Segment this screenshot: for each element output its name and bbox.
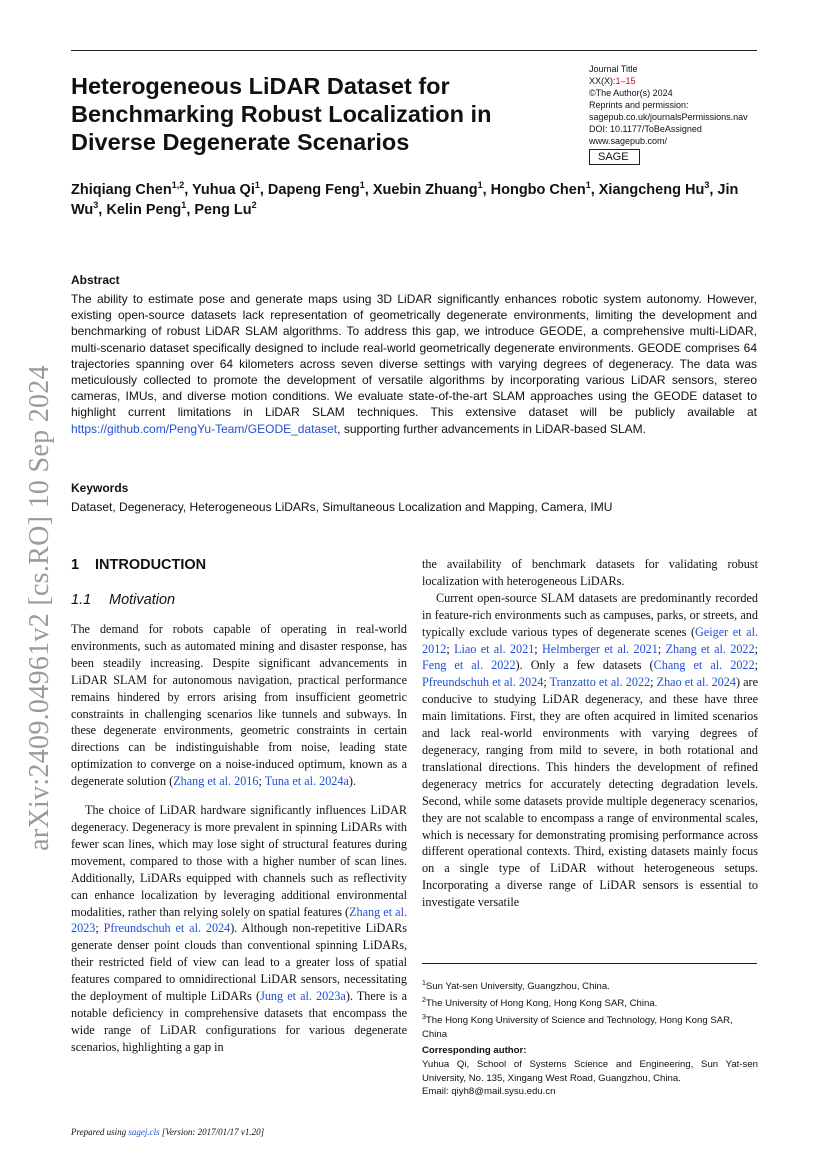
paragraph-text: ; bbox=[657, 641, 666, 656]
citation-link[interactable]: Liao et al. 2021 bbox=[454, 641, 535, 656]
keywords-text: Dataset, Degeneracy, Heterogeneous LiDARs, Simultaneous Localization and Mapping, Camera, IMU bbox=[71, 500, 613, 514]
journal-name: Journal Title bbox=[589, 64, 638, 74]
author-affiliation-mark: 2 bbox=[251, 200, 257, 211]
author-name: Jin Wu bbox=[71, 182, 739, 218]
paragraph-text: ; bbox=[543, 675, 550, 690]
citation-link[interactable]: Helmberger et al. 2021 bbox=[541, 641, 658, 656]
abstract-label: Abstract bbox=[71, 273, 120, 287]
journal-info bbox=[589, 63, 789, 165]
author-affiliation-mark: 1,2 bbox=[171, 180, 185, 191]
citation-link[interactable]: Pfreundschuh et al. 2024 bbox=[422, 675, 544, 690]
author-name: Xiangcheng Hu bbox=[598, 182, 705, 198]
paragraph-text: ). Although non-repetitive LiDARs generate denser point clouds than conventional spinning LiDARs, their restricted field of view can lead to a greater loss of spatial features compared to omnidirectional LiDAR sensors, necessitating the deployment of multiple LiDARs ( bbox=[71, 921, 407, 1004]
footnote-item: $^1$Sun Yat-sen University, Guangzhou, China. bbox=[422, 980, 610, 993]
paragraph-text: ; bbox=[534, 641, 542, 656]
doi: DOI: 10.1177/ToBeAssigned bbox=[589, 124, 702, 134]
body-paragraph bbox=[71, 621, 407, 790]
paragraph-text: The choice of LiDAR hardware significantly influences LiDAR degeneracy. Degeneracy is more prevalent in spinning LiDARs with fewer scan lines, which may lose sight of structural features during movement, compared to those with a higher number of scan lines. Additionally, LiDARs equipped with channels such as reflectivity can enhance localization by leveraging additional environmental modalities, rather than relying solely on spatial features ( bbox=[71, 803, 407, 919]
copyright: ©The Author(s) 2024 bbox=[589, 88, 673, 98]
sage-logo: SAGE bbox=[589, 149, 640, 165]
citation-link[interactable]: Chang et al. 2022 bbox=[653, 658, 755, 673]
author-affiliation-mark: 1 bbox=[359, 180, 365, 191]
header-rule bbox=[71, 50, 757, 51]
left-column bbox=[71, 556, 407, 1056]
keywords-label: Keywords bbox=[71, 481, 129, 495]
corresponding-label: Corresponding author: bbox=[422, 1045, 527, 1056]
body-paragraph bbox=[422, 556, 758, 590]
footnote-rule bbox=[422, 963, 757, 964]
footnote-item: $^3$The Hong Kong University of Science and Technology, Hong Kong SAR, China bbox=[422, 1013, 733, 1040]
author-name: Xuebin Zhuang bbox=[372, 182, 478, 198]
author-name: Hongbo Chen bbox=[490, 182, 586, 198]
paragraph-text: ; bbox=[258, 774, 265, 789]
citation-link[interactable]: Tranzatto et al. 2022 bbox=[549, 675, 651, 690]
citation-link[interactable]: Pfreundschuh et al. 2024 bbox=[103, 921, 231, 936]
citation-link[interactable]: Feng et al. 2022 bbox=[422, 658, 516, 673]
paragraph-text: ; bbox=[754, 641, 758, 656]
corresponding-address: Yuhua Qi, School of Systems Science and Engineering, Sun Yat-sen University, No. 135, Xingang West Road, Guangzhou, China. bbox=[422, 1058, 758, 1084]
citation-link[interactable]: Zhang et al. 2023 bbox=[71, 904, 407, 936]
author-affiliation-mark: 1 bbox=[477, 180, 483, 191]
author-name: Yuhua Qi bbox=[192, 182, 255, 198]
paragraph-text: ; bbox=[754, 658, 758, 673]
author-affiliation-mark: 1 bbox=[254, 180, 260, 191]
paragraph-text: ; bbox=[95, 921, 104, 936]
citation-link[interactable]: Zhang et al. 2016 bbox=[173, 774, 259, 789]
paragraph-text: ). There is a notable deficiency in comprehensive datasets that encompass the wide range of LiDAR configurations for various degenerate scenarios, highlighting a gap in bbox=[71, 989, 407, 1054]
permissions-url: sagepub.co.uk/journalsPermissions.nav bbox=[589, 112, 748, 122]
author-affiliation-mark: 3 bbox=[704, 180, 710, 191]
arxiv-stamp bbox=[20, 365, 60, 850]
author-name: Peng Lu bbox=[194, 202, 252, 218]
keywords-section bbox=[71, 481, 757, 515]
page-range: 1–15 bbox=[615, 76, 636, 86]
section-heading: 1 INTRODUCTION bbox=[71, 557, 207, 573]
paragraph-text: the availability of benchmark datasets for validating robust localization with heterogeneous LiDARs. bbox=[422, 557, 758, 588]
right-column bbox=[422, 556, 758, 911]
body-paragraph bbox=[71, 802, 407, 1056]
author-affiliation-mark: 1 bbox=[585, 180, 591, 191]
paragraph-text: ). Only a few datasets ( bbox=[515, 658, 654, 673]
abstract-text: The ability to estimate pose and generate maps using 3D LiDAR significantly enhances robotic system autonomy. However, existing open-source datasets lack representation of geometrically degenerate environments, limiting the development and benchmarking of robust LiDAR SLAM algorithms. To address this gap, we introduce GEODE, a comprehensive multi-LiDAR, multi-scenario dataset specifically designed to include real-world geometrically degenerate environments. GEODE comprises 64 trajectories spanning over 64 kilometers across seven diverse settings with varying degrees of degeneracy. The data was meticulously collected to promote the development of versatile algorithms by incorporating various LiDAR sensors, stereo cameras, IMUs, and diverse motion conditions. We evaluate state-of-the-art SLAM approaches using the GEODE dataset to highlight current limitations in LiDAR SLAM techniques. This extensive dataset will be publicly available at https://github.com/PengYu-Team/GEODE_dataset, supporting further advancements in LiDAR-based SLAM. bbox=[71, 292, 757, 436]
author-name: Zhiqiang Chen bbox=[71, 182, 172, 198]
citation-link[interactable]: Tuna et al. 2024a bbox=[264, 774, 349, 789]
paragraph-text: ; bbox=[650, 675, 657, 690]
citation-link[interactable]: Zhang et al. 2022 bbox=[665, 641, 755, 656]
subsection-heading: 1.1 Motivation bbox=[71, 592, 176, 608]
paragraph-text: ) are conducive to studying LiDAR degeneracy, and these have three main limitations. First, they are often acquired in limited scenarios and lack real-world environments with varying degrees of degeneracy, ranging from mild to severe, in both rotational and translational directions. This hinders the development of refined degeneracy metrics for accurately detecting degradation levels. Second, while some datasets provide multiple degeneracy scenarios, they are not scalable to encompass a range of environmental scales, which is necessary for demonstrating promising performance across different operational contexts. Third, existing datasets mainly focus on a single type of LiDAR without heterogeneous setups. Incorporating a diverse range of LiDAR sensors is essential to investigate versatile bbox=[422, 675, 758, 910]
corresponding-author bbox=[422, 1044, 758, 1099]
paragraph-text: ). bbox=[348, 774, 357, 789]
citation-link[interactable]: Zhao et al. 2024 bbox=[656, 675, 736, 690]
author-name: Kelin Peng bbox=[106, 202, 182, 218]
prepared-using-footer: Prepared using sagej.cls [Version: 2017/01/17 v1.20] bbox=[71, 1127, 265, 1137]
abstract-section bbox=[71, 273, 757, 437]
citation-link[interactable]: Jung et al. 2023a bbox=[260, 989, 346, 1004]
journal-website: www.sagepub.com/ bbox=[589, 136, 668, 146]
corresponding-email: Email: qiyh8@mail.sysu.edu.cn bbox=[422, 1086, 556, 1098]
author-list: Zhiqiang Chen$^{1,2}$, Yuhua Qi$^1$, Dapeng Feng$^1$, Xuebin Zhuang$^1$, Hongbo Chen$^1$, Xiangcheng Hu$^3$, Jin Wu$^3$, Kelin Peng$^1$, Peng Lu$^2$ bbox=[71, 180, 739, 218]
paragraph-text: The demand for robots capable of operating in real-world environments, such as automated mining and disaster response, has been steadily increasing. Despite significant advancements in LiDAR SLAM for autonomous navigation, practical performance remains hindered by errors arising from insufficient geometric constraints in challenging scenarios like tunnels and subways. In these degenerate environments, geometric constraints in certain directions can be indistinguishable from noise, leading state optimization to converge on a noise-induced optimum, known as a degenerate solution ( bbox=[71, 622, 407, 789]
journal-volume: XX(X):1–15 bbox=[589, 76, 636, 86]
footnote-item: $^2$The University of Hong Kong, Hong Kong SAR, China. bbox=[422, 996, 658, 1010]
paragraph-text: ; bbox=[446, 641, 455, 656]
body-paragraph bbox=[422, 590, 758, 911]
paragraph-text: Current open-source SLAM datasets are predominantly recorded in feature-rich environments such as campuses, parks, or streets, and typically exclude various types of degenerate scenes ( bbox=[422, 590, 758, 639]
author-affiliation-mark: 3 bbox=[93, 200, 99, 211]
reprints: Reprints and permission: bbox=[589, 100, 689, 110]
author-affiliation-mark: 1 bbox=[181, 200, 187, 211]
paper-title: Heterogeneous LiDAR Dataset for Benchmarking Robust Localization in Diverse Degenerate Scenarios bbox=[71, 73, 492, 155]
class-file-link[interactable]: sagej.cls bbox=[128, 1127, 160, 1137]
affiliation-footnotes bbox=[422, 977, 758, 1042]
author-name: Dapeng Feng bbox=[267, 182, 360, 198]
citation-link[interactable]: Geiger et al. 2012 bbox=[422, 624, 758, 656]
arxiv-identifier: arXiv:2409.04961v2 [cs.RO] 10 Sep 2024 bbox=[24, 364, 55, 851]
dataset-link[interactable]: https://github.com/PengYu-Team/GEODE_dataset bbox=[71, 421, 338, 436]
